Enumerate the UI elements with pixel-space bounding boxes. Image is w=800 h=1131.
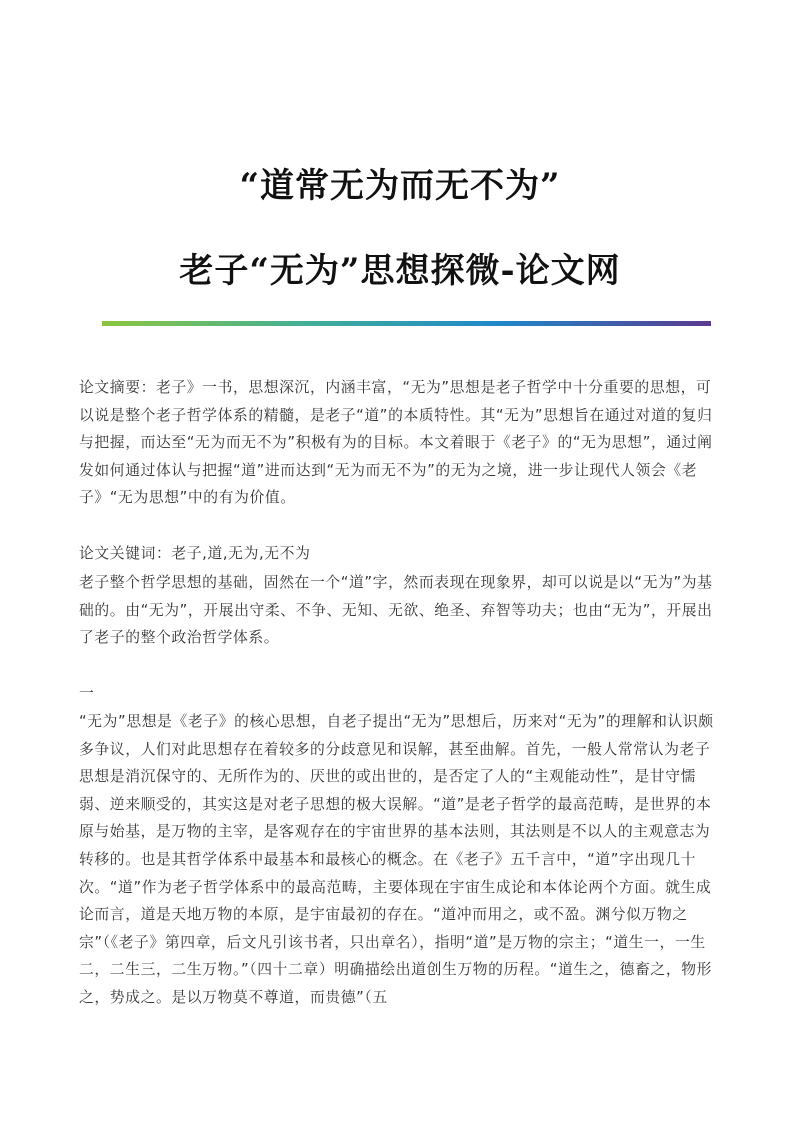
abstract-paragraph xyxy=(79,374,720,512)
section-marker xyxy=(79,680,720,708)
body-paragraph-2 xyxy=(79,708,720,1012)
body-paragraph-1 xyxy=(79,569,720,652)
abstract-text: 论文摘要：老子》一书，思想深沉，内涵丰富，“无为”思想是老子哲学中十分重要的思想，可以说是整个老子哲学体系的精髓，是老子“道”的本质特性。其“无为”思想旨在通过对道的复归与把握，而达至“无为而无不为”积极有为的目标。本文着眼于《老子》的“无为思想”，通过阐发如何通过体认与把握“道”进而达到“无为而无不为”的无为之境，进一步让现代人领会《老子》“无为思想”中的有为价值。 xyxy=(79,379,713,507)
paragraph-text: “无为”思想是《老子》的核心思想，自老子提出“无为”思想后，历来对“无为”的理解和认识颇多争议，人们对此思想存在着较多的分歧意见和误解，甚至曲解。首先，一般人常常认为老子思想是消沉保守的、无所作为的、厌世的或出世的，是否定了人的“主观能动性”，是甘守懦弱、逆来顺受的，其实这是对老子思想的极大误解。“道”是老子哲学的最高范畴，是世界的本原与始基，是万物的主宰，是客观存在的宇宙世界的基本法则，其法则是不以人的主观意志为转移的。也是其哲学体系中最基本和最核心的概念。在《老子》五千言中，“道”字出现几十次。“道”作为老子哲学体系中的最高范畴，主要体现在宇宙生成论和本体论两个方面。就生成论而言，道是天地万物的本原，是宇宙最初的存在。“道冲而用之，或不盈。渊兮似万物之宗”（《老子》第四章，后文凡引该书者，只出章名），指明“道”是万物的宗主；“道生一，一生二，二生三，二生万物。”（四十二章）明确描绘出道创生万物的历程。“道生之，德畜之，物形之，势成之。是以万物莫不尊道，而贵德”（五 xyxy=(79,713,714,1006)
keywords-line xyxy=(79,540,720,568)
gradient-divider xyxy=(102,321,711,326)
section-marker-text: 一 xyxy=(79,685,95,702)
document-title-line-1: “道常无为而无不为” xyxy=(239,166,561,206)
keywords-text: 论文关键词：老子,道,无为,无不为 xyxy=(79,545,311,562)
document-title-line-2: 老子“无为”思想探微-论文网 xyxy=(179,251,621,291)
paragraph-text: 老子整个哲学思想的基础，固然在一个“道”字，然而表现在现象界，却可以说是以“无为”为基础的。由“无为”，开展出守柔、不争、无知、无欲、绝圣、弃智等功夫；也由“无为”，开展出了老子的整个政治哲学体系。 xyxy=(79,574,713,647)
